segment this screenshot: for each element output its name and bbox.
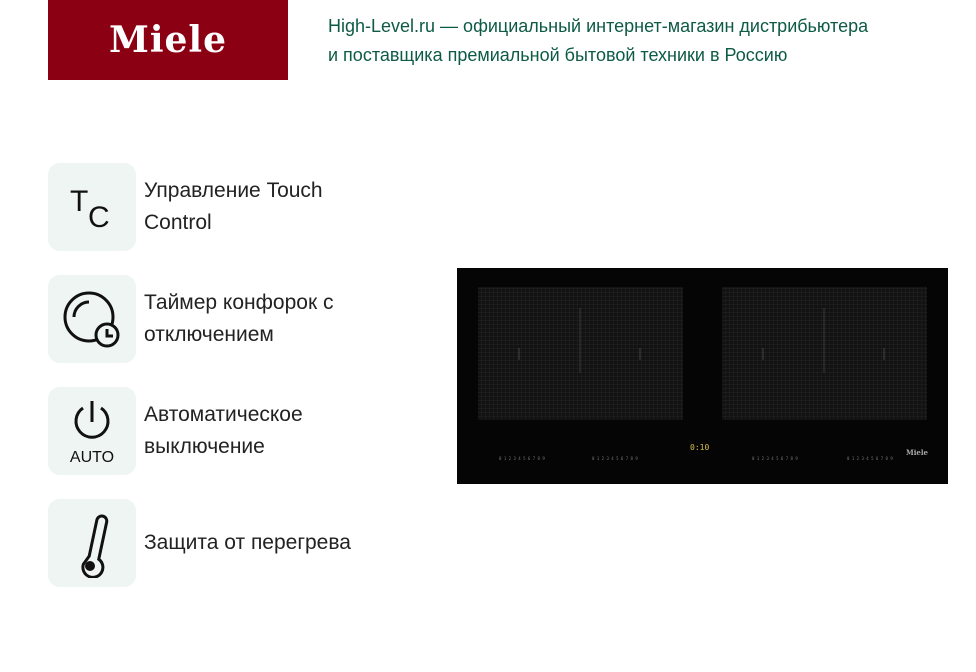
cooktop-image [457, 268, 948, 484]
site-tagline [328, 12, 948, 70]
feature-label-line-2: отключением [144, 323, 274, 346]
cooktop-brand-logo: Miele [906, 448, 928, 457]
feature-label-line-2: Control [144, 211, 212, 234]
feature-label-line-1: Защита от перегрева [144, 531, 351, 554]
feature-label-line-2: выключение [144, 435, 265, 458]
feature-overheat-protection [48, 499, 428, 587]
cooktop-timer-display: 0:10 [690, 443, 710, 452]
feature-label [144, 175, 394, 239]
feature-timer [48, 275, 428, 363]
tagline-line-2: и поставщика премиальной бытовой техники в Россию [328, 45, 788, 65]
cooktop-scale-1: 0 1 2 3 4 5 6 7 8 9 [499, 456, 545, 461]
tagline-line-1: High-Level.ru — официальный интернет-магазин дистрибьютера [328, 16, 869, 36]
feature-label [144, 287, 394, 351]
brand-logo[interactable] [48, 0, 288, 80]
cooktop-scale-2: 0 1 2 3 4 5 6 7 8 9 [592, 456, 638, 461]
touch-control-icon-t: T [70, 185, 89, 218]
feature-touch-control [48, 163, 428, 251]
feature-label-line-1: Управление Touch [144, 179, 323, 202]
feature-label [144, 527, 394, 559]
svg-text:C: C [88, 201, 110, 234]
feature-auto-off [48, 387, 428, 475]
feature-label-line-1: Таймер конфорок с [144, 291, 334, 314]
timer-icon [48, 275, 136, 363]
thermometer-icon [48, 499, 136, 587]
cooktop-scale-3: 0 1 2 3 4 5 6 7 8 9 [752, 456, 798, 461]
cooktop-scale-4: 0 1 2 3 4 5 6 7 8 9 [847, 456, 893, 461]
brand-name: Miele [108, 19, 227, 61]
feature-label [144, 399, 394, 463]
feature-label-line-1: Автоматическое [144, 403, 303, 426]
power-auto-icon [48, 387, 136, 475]
touch-control-icon [48, 163, 136, 251]
power-auto-icon-text: AUTO [69, 449, 115, 466]
